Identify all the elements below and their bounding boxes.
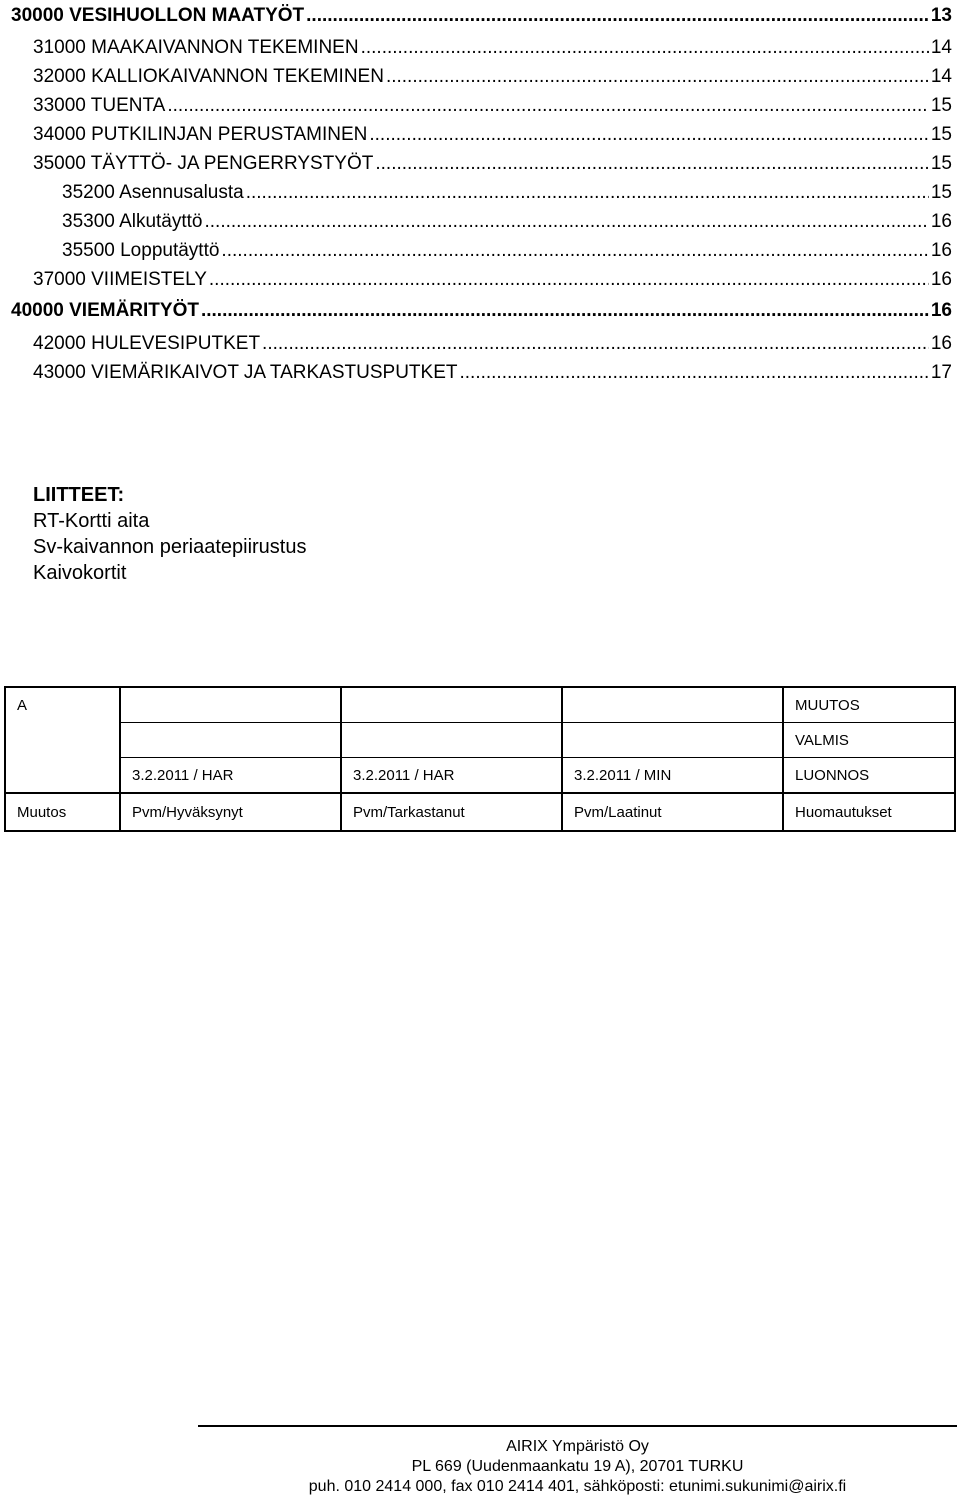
table-cell: [341, 723, 562, 758]
toc-title: 43000 VIEMÄRIKAIVOT JA TARKASTUSPUTKET: [33, 362, 458, 383]
table-cell: [120, 723, 341, 758]
table-cell: 3.2.2011 / HAR: [341, 758, 562, 794]
toc-title: 35000 TÄYTTÖ- JA PENGERRYSTYÖT: [33, 153, 374, 174]
toc-entry[interactable]: [11, 2, 952, 30]
footer-address: PL 669 (Uudenmaankatu 19 A), 20701 TURKU: [411, 1458, 744, 1475]
table-cell: VALMIS: [783, 723, 955, 758]
toc-page: 15: [930, 153, 952, 174]
table-row: [5, 793, 955, 831]
toc-title: 30000 VESIHUOLLON MAATYÖT: [11, 5, 305, 26]
toc-leader: [369, 121, 929, 149]
table-cell: [341, 687, 562, 723]
toc-leader: [375, 150, 929, 178]
table-header-cell: Pvm/Hyväksynyt: [120, 793, 341, 831]
table-header-cell: Muutos: [5, 793, 120, 831]
toc-leader: [306, 2, 929, 30]
table-cell: 3.2.2011 / HAR: [120, 758, 341, 794]
toc-entry[interactable]: [33, 63, 952, 91]
table-header-cell: Pvm/Laatinut: [562, 793, 783, 831]
toc-leader: [361, 34, 929, 62]
toc-title: 35500 Lopputäyttö: [62, 240, 220, 261]
toc-page: 14: [930, 37, 952, 58]
table-cell: A: [5, 687, 120, 723]
toc-title: 42000 HULEVESIPUTKET: [33, 333, 261, 354]
toc-page: 16: [930, 300, 952, 321]
toc-page: 15: [930, 182, 952, 203]
toc-title: 37000 VIIMEISTELY: [33, 269, 207, 290]
toc-leader: [201, 297, 929, 325]
toc-title: 31000 MAAKAIVANNON TEKEMINEN: [33, 37, 359, 58]
toc-entry[interactable]: [62, 208, 952, 236]
table-cell: MUUTOS: [783, 687, 955, 723]
toc-page: 14: [930, 66, 952, 87]
appendix-item: Sv-kaivannon periaatepiirustus: [33, 536, 307, 558]
toc-leader: [209, 266, 929, 294]
toc-page: 15: [930, 95, 952, 116]
toc-page: 16: [930, 269, 952, 290]
toc-leader: [459, 359, 928, 387]
toc-entry[interactable]: [62, 179, 952, 207]
toc-title: 40000 VIEMÄRITYÖT: [11, 300, 199, 321]
toc-entry[interactable]: [11, 297, 952, 325]
toc-page: 16: [930, 211, 952, 232]
toc-leader: [221, 237, 928, 265]
toc-entry[interactable]: [33, 34, 952, 62]
toc-entry[interactable]: [33, 121, 952, 149]
toc-title: 34000 PUTKILINJAN PERUSTAMINEN: [33, 124, 368, 145]
toc-leader: [262, 330, 929, 358]
toc-entry[interactable]: [62, 237, 952, 265]
footer-contact: puh. 010 2414 000, fax 010 2414 401, sähköposti: etunimi.sukunimi@airix.fi: [308, 1478, 847, 1495]
table-cell: [5, 758, 120, 794]
toc-leader: [167, 92, 928, 120]
toc-title: 35200 Asennusalusta: [62, 182, 244, 203]
footer-text: [198, 1437, 957, 1497]
table-cell: [562, 687, 783, 723]
toc-entry[interactable]: [33, 330, 952, 358]
toc-leader: [246, 179, 929, 207]
appendix-heading: LIITTEET:: [33, 484, 125, 506]
toc-entry[interactable]: [33, 266, 952, 294]
appendix-list: [33, 482, 307, 586]
table-cell: 3.2.2011 / MIN: [562, 758, 783, 794]
footer-divider: [198, 1425, 957, 1427]
toc-page: 13: [930, 5, 952, 26]
toc-leader: [386, 63, 929, 91]
toc-page: 16: [930, 240, 952, 261]
toc-page: 15: [930, 124, 952, 145]
table-header-cell: Pvm/Tarkastanut: [341, 793, 562, 831]
toc-title: 33000 TUENTA: [33, 95, 166, 116]
toc-page: 17: [930, 362, 952, 383]
appendix-item: Kaivokortit: [33, 562, 127, 584]
toc-page: 16: [930, 333, 952, 354]
table-row: [5, 758, 955, 794]
toc-leader: [205, 208, 929, 236]
table-cell: LUONNOS: [783, 758, 955, 794]
table-row: [5, 687, 955, 723]
appendix-item: RT-Kortti aita: [33, 510, 150, 532]
table-cell: [562, 723, 783, 758]
toc-entry[interactable]: [33, 92, 952, 120]
revision-table: [4, 686, 954, 832]
table-cell: [120, 687, 341, 723]
footer-company: AIRIX Ympäristö Oy: [506, 1438, 649, 1455]
toc-title: 32000 KALLIOKAIVANNON TEKEMINEN: [33, 66, 384, 87]
toc-title: 35300 Alkutäyttö: [62, 211, 203, 232]
table-cell: [5, 723, 120, 758]
toc-entry[interactable]: [33, 150, 952, 178]
table-header-cell: Huomautukset: [783, 793, 955, 831]
toc-entry[interactable]: [33, 359, 952, 387]
table-row: [5, 723, 955, 758]
